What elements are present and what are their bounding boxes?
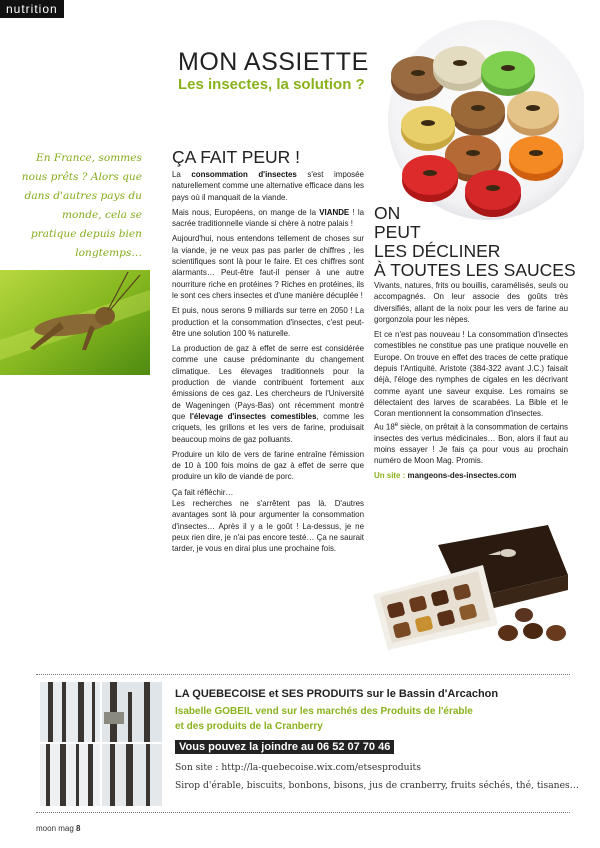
text: s'est imposée naturellement comme une alternative efficace dans les pays où il manquait de la viande. [172,170,364,202]
paragraph: Vivants, natures, frits ou bouillis, caramélisés, seuls ou accompagnés. On leur associe des goûts très diversifiés, allant de la noix pour les vers de farine au gorgonzola pour les nèpes. [374,281,568,324]
paragraph [374,420,568,467]
paragraph: Et ce n'est pas nouveau ! La consommation d'insectes comestibles ne constitue pas une pratique nouvelle en Europe. On trouve en effet des traces de cette pratique depuis l'Antiquité. Aristote (384-322 avant J.C.) faisait déjà, l'éloge des nymphes de cigales en les décrivant comme ayant une saveur exquise. Les romains se délectaient des larves de scarabées. La Bible et le Coran mentionnent la consommation d'insectes. [374,330,568,419]
paragraph: Aujourd'hui, nous entendons tellement de choses sur la viande, je ne veux pas pas parler de chiffres , les scientifiques sont là pour le faire. Et ces chiffres sont alarmants… Peut-être faut-il penser à une autre nourriture riche en protéines ? Riches en protéines, ils le sont ces chers insectes et d'une manière décuplée ! [172,234,364,300]
paragraph [172,343,364,445]
paragraph [172,169,364,203]
paragraph: Ça fait réfléchir… [172,487,234,497]
text: siècle, on prêtait à la consommation de certains insectes des vertus médicinales… Bon, alors il faut au moins essayer ! Je fais ça pour vous au prochain numéro de Moon Mag. Promis. [374,422,568,466]
box-site-link[interactable]: Son site : http://la-quebecoise.wix.com/etsesproduits [175,762,421,773]
subtitle-line: et des produits de la Cranberry [175,721,323,732]
text: , comme les criquets, les grillons et les vers de farine, produisait beaucoup moins de gaz polluants. [172,411,364,444]
paragraph: Et puis, nous serons 9 milliards sur terre en 2050 ! La production et la consommation d'insectes, c'est peut-être une solution 100 % naturelle. [172,306,364,338]
article-left-column [172,169,364,559]
text: ! la sacrée traditionnelle viande si chère à notre palais ! [172,207,365,229]
emphasis: consommation d'insectes [191,170,297,179]
site-label: Un site : [374,471,408,481]
text: Mais nous, Européens, on mange de la [172,207,320,217]
article-subtitle: Les insectes, la solution ? [178,76,365,93]
heading-line: À TOUTES LES SAUCES [374,260,576,280]
emphasis: VIANDE [319,207,350,217]
article-title: MON ASSIETTE [178,48,369,76]
folio [36,824,80,833]
paragraph: Produire un kilo de vers de farine entraîne l'émission de 10 à 100 fois moins de gaz à effet de serre que produire un kilo de viande de porc. [172,449,364,482]
grasshopper-photo [0,270,150,375]
section-tag: nutrition [0,0,64,18]
macarons-photo [378,20,584,225]
phone-banner: Vous pouvez la joindre au 06 52 07 70 46 [175,740,394,754]
site-link[interactable]: mangeons-des-insectes.com [407,471,517,481]
section-heading-left: ÇA FAIT PEUR ! [172,147,301,167]
heading-line: LES DÉCLINER [374,241,501,261]
separator-top [36,674,570,675]
chocolate-box-photo [368,515,574,655]
box-subtitle [175,704,473,734]
text: Au 18 [374,422,395,432]
pullquote: En France, sommes nous prêts ? Alors que dans d'autres pays du monde, cela se pratique depuis bien longtemps… [21,152,142,259]
text: La production de gaz à effet de serre est considérée comme une cause prédominante du changement climatique. Les élevages traditionnels pour la production de viande contribuent fortement aux émissions de ces gaz. Les chercheurs de l'Université de Wageningen (Pays-Bas) ont récemment montré que [172,344,364,421]
box-title: LA QUEBECOISE et SES PRODUITS sur le Bassin d'Arcachon [175,688,499,700]
separator-bottom [36,812,570,813]
article-right-column [374,280,568,486]
superscript: e [394,421,399,428]
text: La [172,170,192,179]
box-products: Sirop d'érable, biscuits, bonbons, bisons, jus de cranberry, fruits séchés, thé, tisanes… [175,780,579,791]
section-heading-right [374,204,576,280]
maple-forest-photos [40,682,162,806]
magazine-name: moon mag [36,824,77,833]
paragraph: Les recherches ne s'arrêtent pas là. D'autres avantages sont là pour argumenter la consommation d'insectes… Après il y a le goût ! La-dessus, je ne peux rien dire, je n'ai pas encore testé… Ça ne saurait tarder, je vous en dirai plus une prochaine fois. [172,499,364,554]
page-number: 8 [76,824,81,833]
subtitle-line: Isabelle GOBEIL vend sur les marchés des Produits de l'érable [175,706,473,717]
sap-bucket [104,712,124,724]
emphasis: l'élevage d'insectes comestibles [189,411,317,421]
heading-line: PEUT [374,222,421,242]
site-line [374,470,568,481]
paragraph [172,207,364,230]
heading-line: ON [374,203,401,223]
